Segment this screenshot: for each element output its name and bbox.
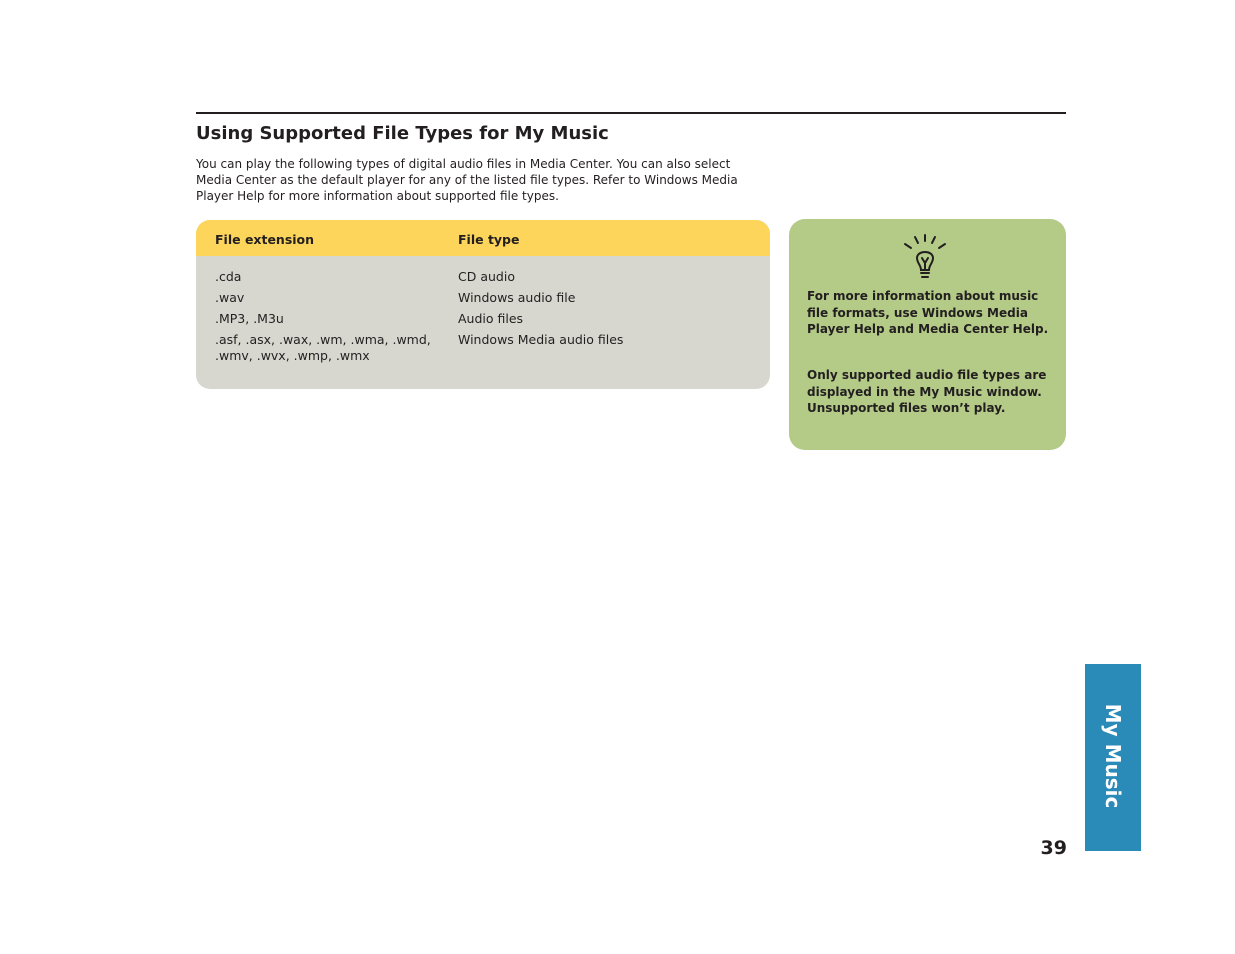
chapter-tab-label: My Music [1101,703,1125,809]
file-types-table [196,220,770,389]
section-title: Using Supported File Types for My Music [196,123,609,144]
table-row [196,290,770,306]
cell-type: Windows audio file [458,290,576,305]
tip-paragraph: Only supported audio file types are displayed in the My Music window. Unsupported files won’t play. [807,368,1047,415]
cell-extension: .cda [215,269,242,284]
header-file-type: File type [458,232,520,247]
cell-extension: .MP3, .M3u [215,311,284,326]
chapter-tab [1085,664,1141,851]
table-header [196,220,770,256]
table-row [196,332,770,364]
cell-type: CD audio [458,269,515,284]
lightbulb-icon [899,233,951,285]
page-number: 39 [1040,837,1067,859]
top-rule [196,112,1066,114]
table-row [196,269,770,285]
cell-extension: .asf, .asx, .wax, .wm, .wma, .wmd, .wmv, .wvx, .wmp, .wmx [215,332,431,363]
table-body [196,256,770,364]
header-file-extension: File extension [215,232,315,247]
cell-type: Windows Media audio files [458,332,624,347]
tip-paragraph: For more information about music file formats, use Windows Media Player Help and Media Center Help. [807,289,1049,336]
table-row [196,311,770,327]
cell-extension: .wav [215,290,245,305]
cell-type: Audio files [458,311,524,326]
tip-box [789,219,1066,450]
intro-paragraph: You can play the following types of digital audio files in Media Center. You can also select Media Center as the default player for any of the listed file types. Refer to Windows Media Player Help for more information about supported file types. [196,157,738,203]
